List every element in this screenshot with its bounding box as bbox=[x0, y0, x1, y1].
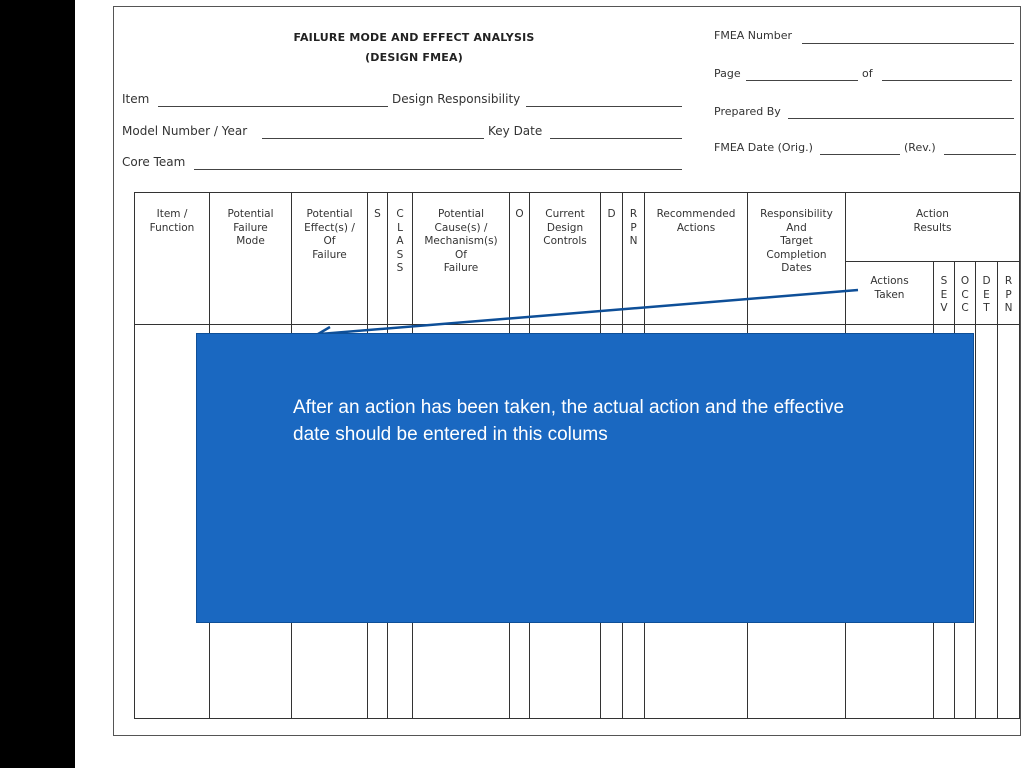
col-severity: S bbox=[374, 208, 381, 220]
col-occurrence: O bbox=[515, 208, 524, 220]
col-recommended-actions: Recommended Actions bbox=[656, 208, 736, 234]
col-rpn-result: R P N bbox=[1004, 275, 1013, 314]
fmea-number-label: FMEA Number bbox=[714, 29, 792, 42]
col-class: C L A S S bbox=[396, 208, 404, 274]
form-title: FAILURE MODE AND EFFECT ANALYSIS bbox=[293, 31, 535, 44]
page-label: Page bbox=[714, 67, 741, 80]
col-responsibility: Responsibility And Target Completion Dates bbox=[760, 208, 833, 274]
col-potential-failure-mode: Potential Failure Mode bbox=[227, 208, 274, 247]
key-date-label: Key Date bbox=[488, 124, 543, 138]
col-actions-taken: Actions Taken bbox=[870, 275, 909, 301]
col-detection: D bbox=[607, 208, 616, 220]
callout-box bbox=[196, 333, 974, 623]
col-potential-causes: Potential Cause(s) / Mechanism(s) Of Failure bbox=[424, 208, 498, 274]
prepared-by-label: Prepared By bbox=[714, 105, 781, 118]
col-occ: O C C bbox=[960, 275, 970, 314]
callout-text: After an action has been taken, the actual action and the effective date should be entered in this colums bbox=[293, 397, 845, 445]
of-label: of bbox=[862, 67, 873, 80]
col-det: D E T bbox=[982, 275, 991, 314]
rev-label: (Rev.) bbox=[904, 141, 936, 154]
form-subtitle: (DESIGN FMEA) bbox=[365, 51, 463, 64]
col-potential-effects: Potential Effect(s) / Of Failure bbox=[304, 208, 355, 261]
core-team-label: Core Team bbox=[122, 155, 186, 169]
col-action-results: Action Results bbox=[913, 208, 952, 234]
col-item-function: Item / Function bbox=[149, 208, 195, 234]
arrow-line bbox=[320, 290, 858, 334]
fmea-date-label: FMEA Date (Orig.) bbox=[714, 141, 813, 154]
design-responsibility-label: Design Responsibility bbox=[392, 92, 521, 106]
model-number-label: Model Number / Year bbox=[122, 124, 248, 138]
col-rpn: R P N bbox=[629, 208, 638, 247]
item-label: Item bbox=[122, 92, 150, 106]
col-current-design-controls: Current Design Controls bbox=[543, 208, 587, 247]
col-sev: S E V bbox=[940, 275, 948, 314]
